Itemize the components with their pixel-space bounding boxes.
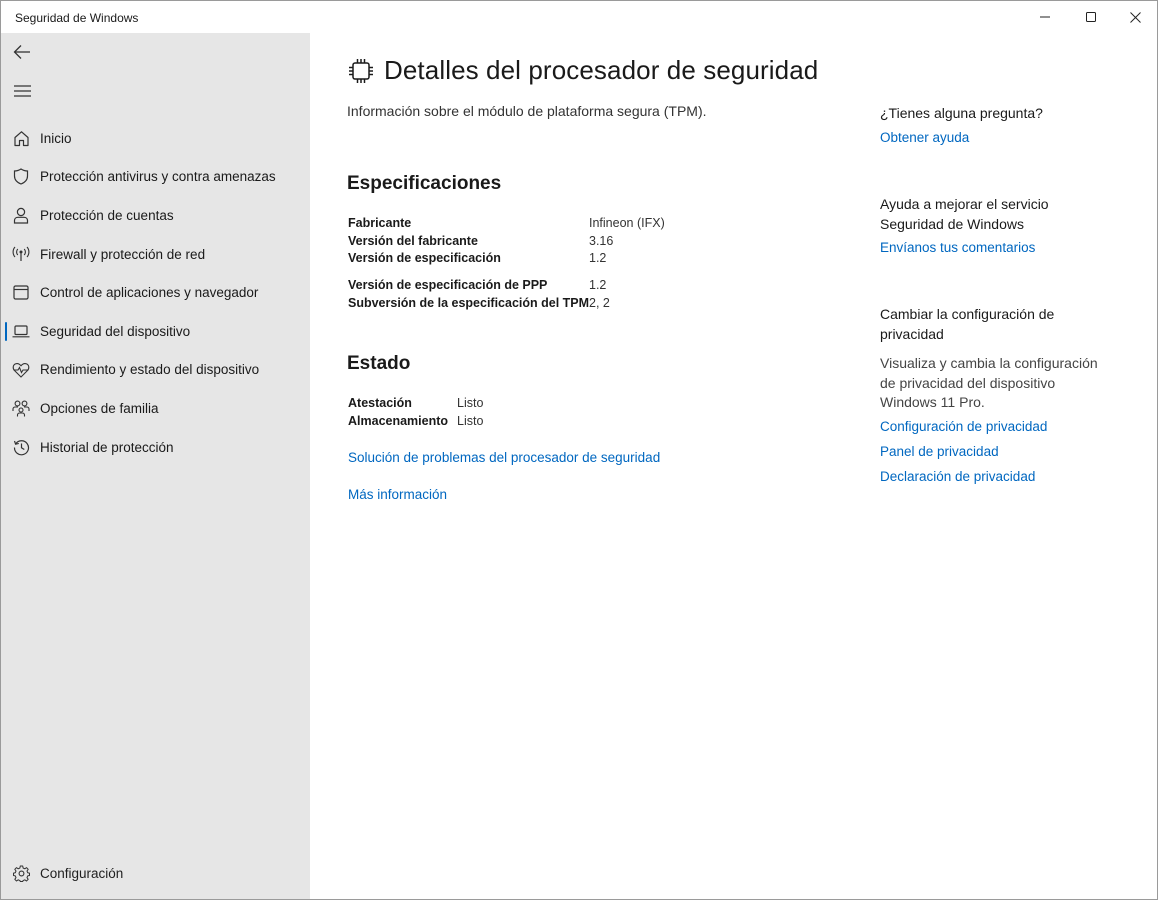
privacy-dashboard-link[interactable]: Panel de privacidad [880,444,999,459]
sidebar-item-label: Protección antivirus y contra amenazas [40,169,276,185]
sidebar-item-firewall[interactable] [1,235,310,274]
state-value: Listo [457,396,484,410]
page-header [347,55,818,86]
sidebar-item-label: Seguridad del dispositivo [40,323,191,339]
sidebar-item-account-protection[interactable] [1,196,310,235]
privacy-description: Visualiza y cambia la configuración de privacidad del dispositivo Windows 11 Pro. [880,355,1098,410]
maximize-button[interactable] [1068,1,1114,33]
spec-key: Versión de especificación de PPP [348,278,548,292]
sidebar-item-device-performance[interactable] [1,351,310,390]
window-title: Seguridad de Windows [15,11,139,25]
minimize-icon [1040,12,1050,22]
state-section-title: Estado [347,353,411,374]
sidebar [1,33,310,900]
main-content [310,33,1158,900]
sidebar-item-label: Control de aplicaciones y navegador [40,285,259,301]
family-icon [12,399,30,417]
hamburger-menu-icon [14,85,31,97]
spec-value: 1.2 [589,251,607,266]
troubleshoot-link[interactable]: Solución de problemas del procesador de seguridad [348,450,661,465]
sidebar-item-label: Protección de cuentas [40,207,174,223]
privacy-settings-link[interactable]: Configuración de privacidad [880,419,1048,434]
menu-button[interactable] [9,78,35,104]
page-subtitle: Información sobre el módulo de plataforma segura (TPM). [347,103,707,119]
get-help-link[interactable]: Obtener ayuda [880,130,970,145]
sidebar-item-label: Inicio [40,130,72,146]
settings-label: Configuración [40,865,124,881]
history-icon [12,438,30,456]
heart-pulse-icon [12,361,30,379]
sidebar-item-home[interactable] [1,119,310,158]
spec-value: 2, 2 [589,295,610,310]
close-icon [1130,12,1141,23]
spec-value: Infineon (IFX) [589,216,665,230]
gear-icon [12,864,30,882]
sidebar-item-protection-history[interactable] [1,428,310,467]
sidebar-item-family-options[interactable] [1,389,310,428]
laptop-icon [12,322,30,340]
sidebar-item-app-browser-control[interactable] [1,273,310,312]
person-icon [12,206,30,224]
feedback-link[interactable]: Envíanos tus comentarios [880,240,1036,255]
sidebar-item-device-security[interactable] [1,312,310,351]
sidebar-item-label: Rendimiento y estado del dispositivo [40,362,260,378]
sidebar-item-virus-protection[interactable] [1,158,310,197]
sidebar-item-settings[interactable] [1,854,310,892]
maximize-icon [1086,12,1096,22]
processor-chip-icon [347,57,375,85]
spec-key: Fabricante [348,216,412,230]
title-bar [1,1,1157,33]
sidebar-item-label: Opciones de familia [40,400,159,416]
spec-value: 1.2 [589,278,607,292]
privacy-statement-link[interactable]: Declaración de privacidad [880,469,1036,484]
page-title: Detalles del procesador de seguridad [384,55,819,85]
specs-section-title: Especificaciones [347,173,502,194]
back-button[interactable] [9,39,35,65]
state-key: Almacenamiento [348,413,449,428]
spec-key: Subversión de la especificación del TPM [348,295,590,310]
antenna-icon [12,245,30,263]
privacy-heading: Cambiar la configuración de privacidad [880,306,1055,342]
state-value: Listo [457,413,484,428]
back-arrow-icon [13,44,31,60]
nav-list [1,119,310,466]
spec-key: Versión del fabricante [348,233,478,248]
app-window-icon [12,284,30,302]
improve-heading: Ayuda a mejorar el servicio Seguridad de Windows [880,196,1049,232]
minimize-button[interactable] [1022,1,1068,33]
state-key: Atestación [348,396,412,410]
shield-icon [12,168,30,186]
home-icon [12,129,30,147]
spec-value: 3.16 [589,233,614,248]
more-info-link[interactable]: Más información [348,487,448,502]
close-button[interactable] [1112,1,1158,33]
sidebar-item-label: Firewall y protección de red [40,246,206,262]
spec-key: Versión de especificación [348,251,501,266]
question-heading: ¿Tienes alguna pregunta? [880,105,1043,121]
sidebar-item-label: Historial de protección [40,439,174,455]
